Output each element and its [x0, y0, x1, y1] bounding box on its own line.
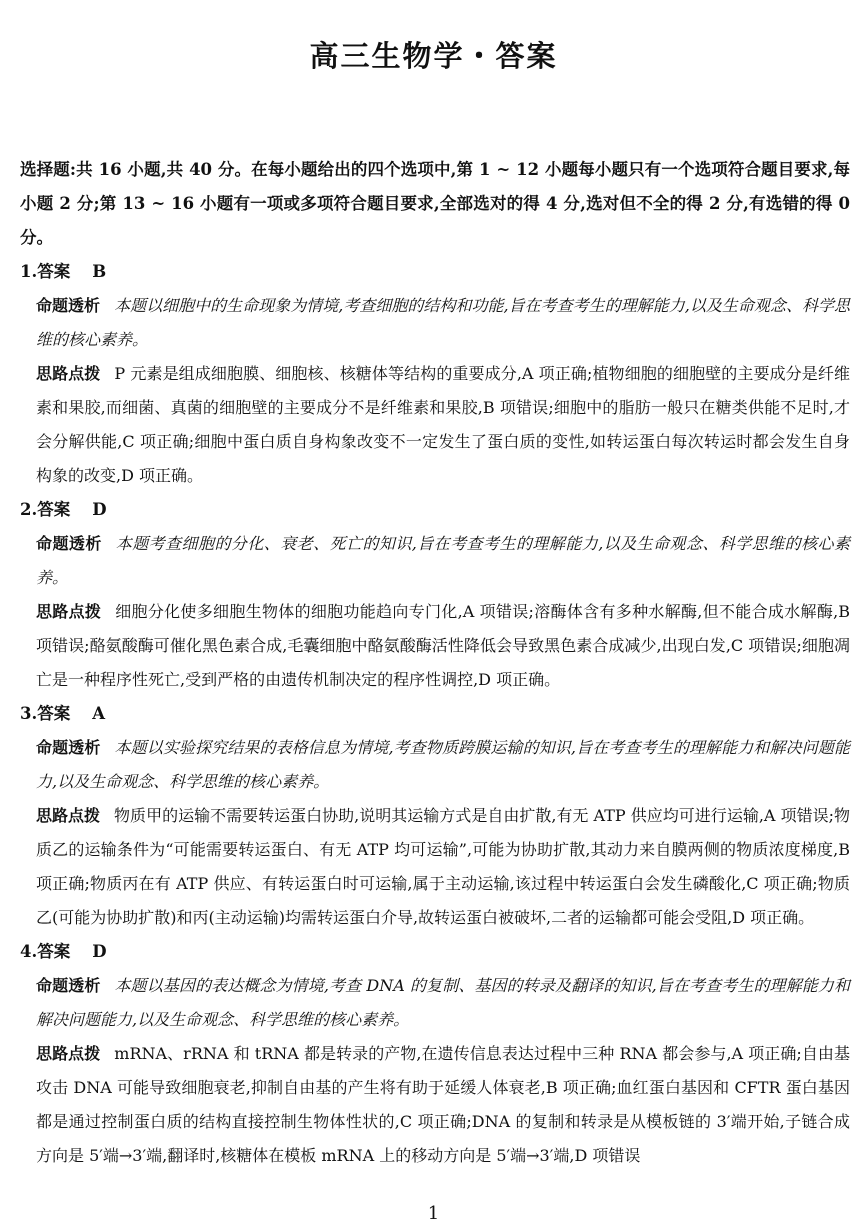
answer-label: 答案	[37, 500, 71, 519]
solution-text: mRNA、rRNA 和 tRNA 都是转录的产物,在遗传信息表达过程中三种 RNA 都会参与,A 项正确;自由基攻击 DNA 可能导致细胞衰老,抑制自由基的产生将有助于延缓人体衰老,B 项正确;血红蛋白基因和 CFTR 蛋白基因都是通过控制蛋白质的结构直接控制生物体性状的,C 项正确;DNA 的复制和转录是从模板链的 3′端开始,子链合成方向是 5′端→3′端,翻译时,核糖体在模板 mRNA 上的移动方向是 5′端→3′端,D 项错误	[36, 1044, 850, 1165]
analysis-paragraph	[36, 969, 850, 1037]
answer-value: A	[92, 704, 106, 723]
question-header	[20, 255, 850, 289]
question-2	[20, 493, 850, 697]
question-header	[20, 935, 850, 969]
answer-label: 答案	[37, 942, 71, 961]
analysis-text: 本题考查细胞的分化、衰老、死亡的知识,旨在考查考生的理解能力,以及生命观念、科学思维的核心素养。	[36, 534, 850, 587]
analysis-label: 命题透析	[36, 738, 101, 757]
question-number: 3.	[20, 704, 38, 723]
solution-text: 物质甲的运输不需要转运蛋白协助,说明其运输方式是自由扩散,有无 ATP 供应均可进行运输,A 项错误;物质乙的运输条件为“可能需要转运蛋白、有无 ATP 均可运输”,可能为协助扩散,其动力来自膜两侧的物质浓度梯度,B 项正确;物质丙在有 ATP 供应、有转运蛋白时可运输,属于主动运输,该过程中转运蛋白会发生磷酸化,C 项正确;物质乙(可能为协助扩散)和丙(主动运输)均需转运蛋白介导,故转运蛋白被破坏,二者的运输都可能会受阻,D 项正确。	[36, 806, 850, 927]
solution-text: 细胞分化使多细胞生物体的细胞功能趋向专门化,A 项错误;溶酶体含有多种水解酶,但不能合成水解酶,B 项错误;酪氨酸酶可催化黑色素合成,毛囊细胞中酪氨酸酶活性降低会导致黑色素合成减少,出现白发,C 项错误;细胞凋亡是一种程序性死亡,受到严格的由遗传机制决定的程序性调控,D 项正确。	[36, 602, 850, 689]
question-4	[20, 935, 850, 1173]
question-number: 4.	[20, 942, 38, 961]
solution-label: 思路点拨	[36, 1044, 101, 1063]
analysis-label: 命题透析	[36, 534, 102, 553]
analysis-paragraph	[36, 289, 850, 357]
analysis-paragraph	[36, 731, 850, 799]
question-1	[20, 255, 850, 493]
question-number: 2.	[20, 500, 38, 519]
page-title: 高三生物学・答案	[309, 39, 558, 73]
analysis-text: 本题以细胞中的生命现象为情境,考查细胞的结构和功能,旨在考查考生的理解能力,以及生命观念、科学思维的核心素养。	[36, 296, 850, 349]
analysis-text: 本题以基因的表达概念为情境,考查 DNA 的复制、基因的转录及翻译的知识,旨在考查考生的理解能力和解决问题能力,以及生命观念、科学思维的核心素养。	[36, 976, 850, 1029]
analysis-paragraph	[36, 527, 850, 595]
answer-content	[20, 153, 850, 1173]
question-header	[20, 493, 850, 527]
solution-paragraph	[36, 357, 850, 493]
analysis-text: 本题以实验探究结果的表格信息为情境,考查物质跨膜运输的知识,旨在考查考生的理解能力和解决问题能力,以及生命观念、科学思维的核心素养。	[36, 738, 850, 791]
question-header	[20, 697, 850, 731]
analysis-label: 命题透析	[36, 296, 101, 315]
answer-value: B	[92, 262, 107, 281]
answer-label: 答案	[37, 704, 71, 723]
answer-value: D	[92, 500, 107, 519]
solution-paragraph	[36, 1037, 850, 1173]
analysis-label: 命题透析	[36, 976, 101, 995]
question-number: 1.	[20, 262, 38, 281]
solution-text: P 元素是组成细胞膜、细胞核、核糖体等结构的重要成分,A 项正确;植物细胞的细胞壁的主要成分是纤维素和果胶,而细菌、真菌的细胞壁的主要成分不是纤维素和果胶,B 项错误;细胞中的脂肪一般只在糖类供能不足时,才会分解供能,C 项正确;细胞中蛋白质自身构象改变不一定发生了蛋白质的变性,如转运蛋白每次转运时都会发生自身构象的改变,D 项正确。	[36, 364, 850, 485]
answer-label: 答案	[37, 262, 71, 281]
solution-paragraph	[36, 799, 850, 935]
question-3	[20, 697, 850, 935]
solution-label: 思路点拨	[36, 806, 101, 825]
solution-label: 思路点拨	[36, 602, 102, 621]
section-instructions: 选择题:共 16 小题,共 40 分。在每小题给出的四个选项中,第 1 ~ 12 小题每小题只有一个选项符合题目要求,每小题 2 分;第 13 ~ 16 小题有一项或多项符合题目要求,全部选对的得 4 分,选对但不全的得 2 分,有选错的得 0 分。	[20, 160, 850, 247]
solution-label: 思路点拨	[36, 364, 101, 383]
page-number: 1	[427, 1203, 440, 1224]
answer-value: D	[92, 942, 107, 961]
solution-paragraph	[36, 595, 850, 697]
